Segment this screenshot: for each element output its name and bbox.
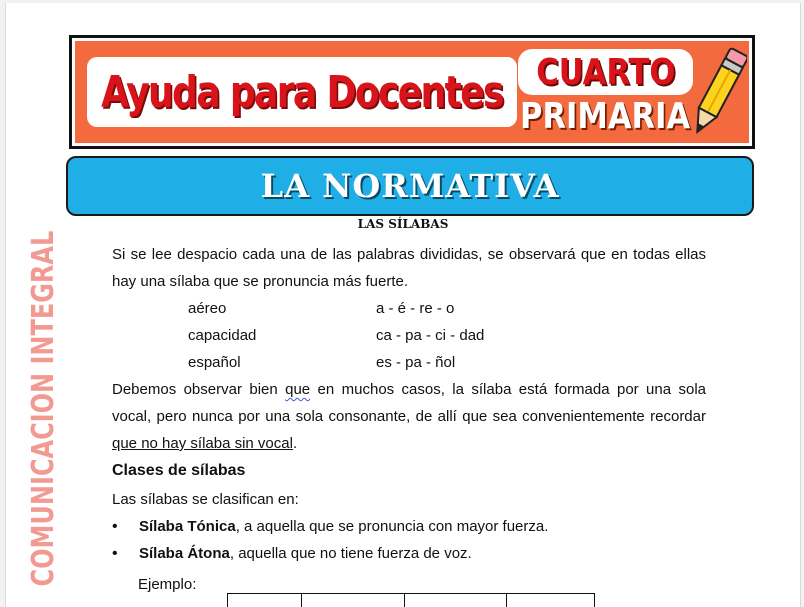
table-cell bbox=[227, 594, 301, 607]
banner-title: Ayuda para Docentes bbox=[101, 66, 503, 118]
example-syllables: es - pa - ñol bbox=[376, 354, 456, 371]
grade-box bbox=[518, 49, 693, 137]
paragraph-2-part-3: . bbox=[292, 435, 298, 452]
section-title: LA NORMATIVA bbox=[260, 167, 560, 205]
grade-bottom-box bbox=[518, 93, 693, 139]
classes-heading: Clases de sílabas bbox=[112, 462, 246, 479]
header-banner bbox=[69, 35, 755, 149]
example-label: Ejemplo: bbox=[138, 576, 197, 593]
word-example-row bbox=[112, 322, 706, 349]
paragraph-2-part-1: Debemos observar bien bbox=[112, 381, 286, 398]
example-syllables: ca - pa - ci - dad bbox=[376, 327, 485, 344]
document-page bbox=[5, 3, 801, 607]
banner-background bbox=[75, 41, 749, 143]
bullet-term: Sílaba Tónica bbox=[139, 518, 236, 535]
table-cell bbox=[506, 594, 595, 607]
word-example-row bbox=[112, 349, 706, 376]
table-cell bbox=[404, 594, 506, 607]
example-syllables: a - é - re - o bbox=[376, 300, 455, 317]
classes-intro: Las sílabas se clasifican en: bbox=[112, 491, 299, 508]
grade-top-box bbox=[518, 49, 693, 95]
document-body bbox=[112, 241, 706, 598]
pencil-icon bbox=[689, 43, 747, 143]
word-example-row bbox=[112, 295, 706, 322]
grade-line-1: CUARTO bbox=[535, 51, 676, 93]
grade-line-2: PRIMARIA bbox=[520, 95, 691, 137]
bullet-text: , aquella que no tiene fuerza de voz. bbox=[229, 545, 472, 562]
section-title-box bbox=[66, 156, 754, 216]
side-label: COMUNICACION INTEGRAL bbox=[25, 231, 61, 587]
bullet-item bbox=[112, 513, 706, 540]
example-word: español bbox=[188, 354, 241, 371]
bullet-term: Sílaba Átona bbox=[139, 545, 230, 562]
example-word: capacidad bbox=[188, 327, 257, 344]
side-label-box bbox=[23, 231, 63, 587]
intro-paragraph: Si se lee despacio cada una de las palabras divididas, se observará que en todas ellas hay una sílaba que se pronuncia más fuerte. bbox=[112, 246, 706, 290]
spellcheck-word[interactable]: que bbox=[285, 381, 311, 398]
underlined-phrase: que no hay sílaba sin vocal bbox=[112, 435, 293, 452]
table-cell bbox=[301, 594, 403, 607]
paragraph-2-part-2: en muchos casos, la sílaba está formada por una sola vocal, pero nunca por una sola consonante, de allí que sea convenientemente recordar bbox=[112, 381, 707, 425]
paragraph-2 bbox=[112, 376, 706, 457]
bullet-item bbox=[112, 540, 706, 567]
example-word: aéreo bbox=[188, 300, 227, 317]
banner-title-box bbox=[87, 57, 517, 127]
example-table-top bbox=[227, 593, 595, 607]
bullet-text: , a aquella que se pronuncia con mayor fuerza. bbox=[235, 518, 549, 535]
subtitle: LAS SÍLABAS bbox=[357, 217, 449, 231]
